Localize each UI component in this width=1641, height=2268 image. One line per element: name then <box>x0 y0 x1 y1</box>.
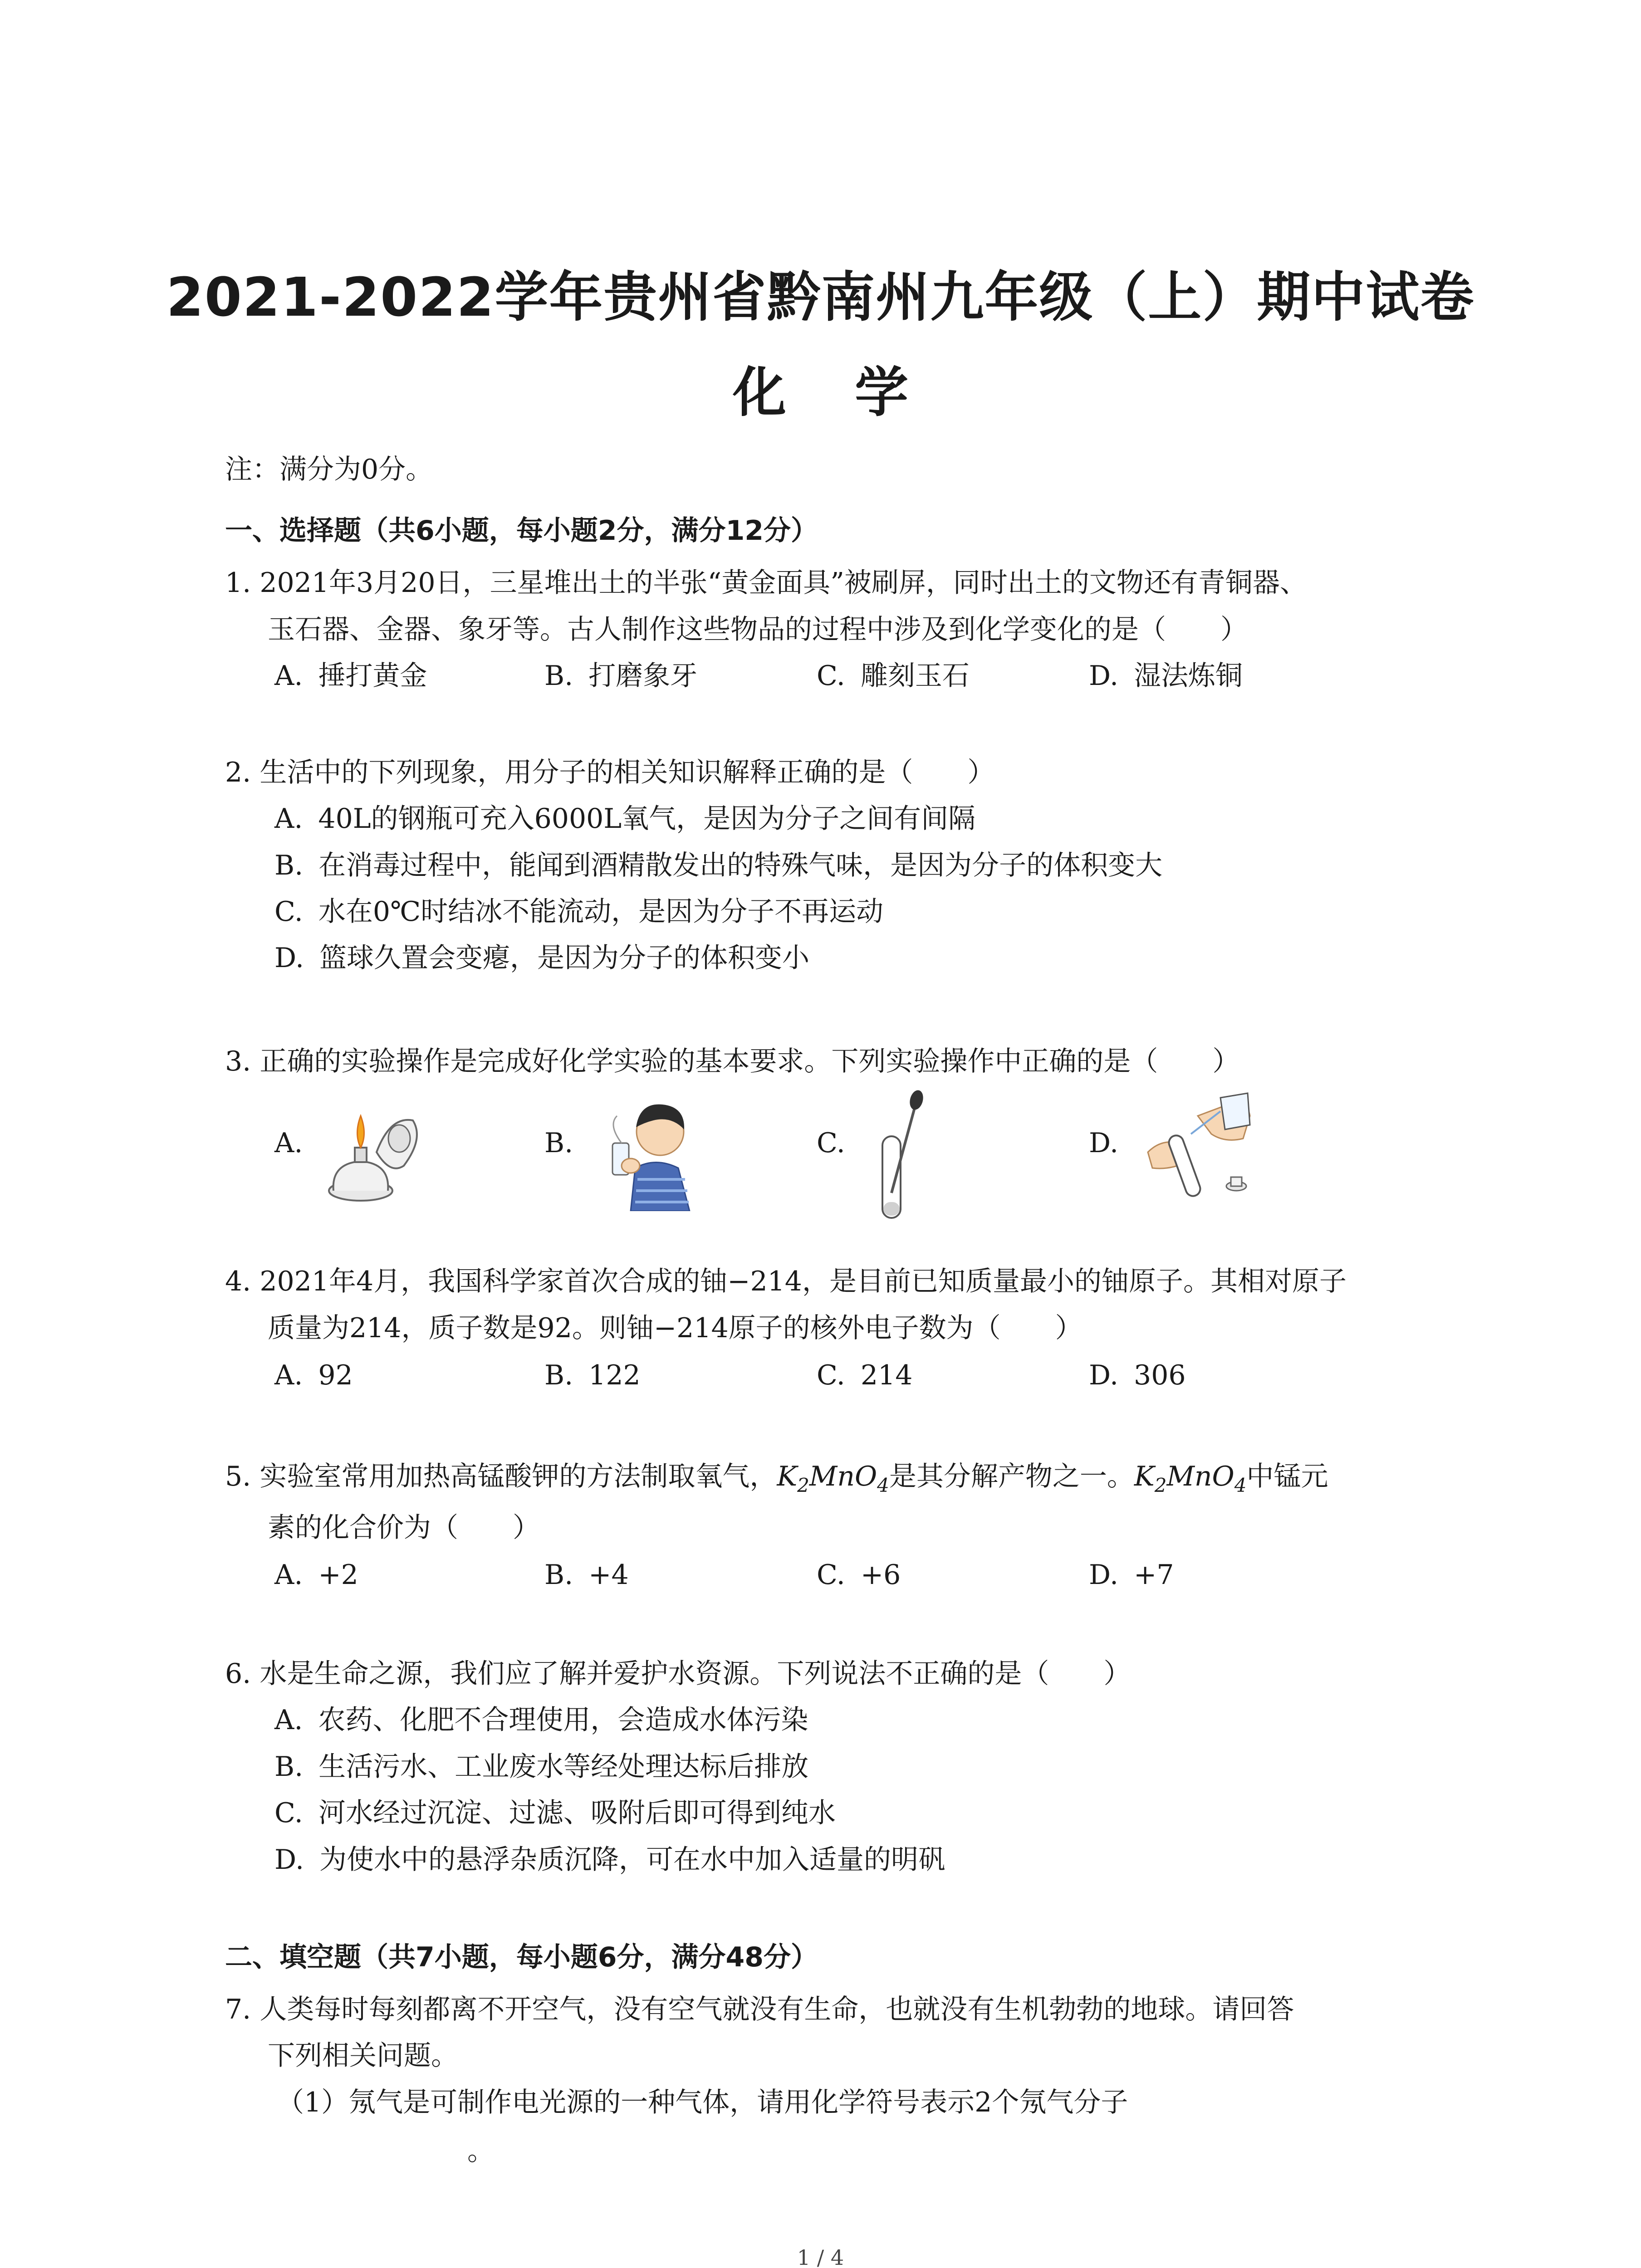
q4-option-b[interactable]: B. 122 <box>544 1359 641 1391</box>
q4-stem-line1: 4. 2021年4月，我国科学家首次合成的铀−214，是目前已知质量最小的铀原子。其相对原子 <box>225 1266 1347 1297</box>
q1-option-b[interactable]: B. 打磨象牙 <box>544 660 698 692</box>
q4-option-d[interactable]: D. 306 <box>1089 1359 1186 1391</box>
score-note: 注：满分为0分。 <box>225 454 433 485</box>
q7-stem-line1: 7. 人类每时每刻都离不开空气，没有空气就没有生命，也就没有生机勃勃的地球。请回答 <box>225 1994 1294 2025</box>
smelling-gas-icon <box>603 1089 708 1211</box>
q3-option-d[interactable]: D. <box>1089 1127 1119 1159</box>
formula-k2mno4-2: $K_2MnO_4$ <box>1134 1461 1247 1496</box>
q5-option-d[interactable]: D. +7 <box>1089 1559 1174 1591</box>
q5-stem-line1: 5. 实验室常用加热高锰酸钾的方法制取氧气，$K_2MnO_4$是其分解产物之一。$K_2MnO_4$中锰元 <box>225 1461 1328 1496</box>
q1-option-c[interactable]: C. 雕刻玉石 <box>817 660 970 692</box>
q1-stem-line2: 玉石器、金器、象牙等。古人制作这些物品的过程中涉及到化学变化的是（ ） <box>268 614 1248 645</box>
section-1-title: 一、选择题（共6小题，每小题2分，满分12分） <box>225 515 818 547</box>
q3-option-a[interactable]: A. <box>274 1127 303 1159</box>
exam-title: 2021-2022学年贵州省黔南州九年级（上）期中试卷 <box>166 266 1475 328</box>
q2-option-c[interactable]: C. 水在0℃时结冰不能流动，是因为分子不再运动 <box>274 896 884 928</box>
q5-option-a[interactable]: A. +2 <box>274 1559 358 1591</box>
q3-option-c[interactable]: C. <box>817 1127 845 1159</box>
q1-option-a[interactable]: A. 捶打黄金 <box>274 660 427 692</box>
pouring-liquid-icon <box>1134 1084 1261 1202</box>
q7-stem-line2: 下列相关问题。 <box>268 2040 458 2072</box>
section-2-title: 二、填空题（共7小题，每小题6分，满分48分） <box>225 1941 818 1973</box>
q6-option-d[interactable]: D. 为使水中的悬浮杂质沉降，可在水中加入适量的明矾 <box>274 1844 946 1876</box>
q7-sub1: （1）氖气是可制作电光源的一种气体，请用化学符号表示2个氖气分子 <box>277 2087 1128 2118</box>
q3-stem: 3. 正确的实验操作是完成好化学实验的基本要求。下列实验操作中正确的是（ ） <box>225 1046 1240 1077</box>
q1-option-d[interactable]: D. 湿法炼铜 <box>1089 660 1243 692</box>
q2-option-b[interactable]: B. 在消毒过程中，能闻到酒精散发出的特殊气味，是因为分子的体积变大 <box>274 850 1163 881</box>
q1-stem-line1: 1. 2021年3月20日，三星堆出土的半张“黄金面具”被刷屏，同时出土的文物还有青铜器、 <box>225 567 1307 599</box>
q5-option-c[interactable]: C. +6 <box>817 1559 901 1591</box>
q4-option-c[interactable]: C. 214 <box>817 1359 913 1391</box>
q4-stem-line2: 质量为214，质子数是92。则铀−214原子的核外电子数为（ ） <box>268 1312 1083 1344</box>
q3-option-b[interactable]: B. <box>544 1127 573 1159</box>
q5-stem-line2: 素的化合价为（ ） <box>268 1512 540 1544</box>
q2-option-d[interactable]: D. 篮球久置会变瘪，是因为分子的体积变小 <box>274 942 810 974</box>
q7-sub1-blank-end[interactable]: 。 <box>467 2135 495 2167</box>
dropper-in-test-tube-icon <box>862 1086 930 1222</box>
q6-option-c[interactable]: C. 河水经过沉淀、过滤、吸附后即可得到纯水 <box>274 1797 836 1829</box>
q2-stem: 2. 生活中的下列现象，用分子的相关知识解释正确的是（ ） <box>225 757 995 788</box>
page-number: 1 / 4 <box>797 2245 844 2268</box>
q2-option-a[interactable]: A. 40L的钢瓶可充入6000L氧气，是因为分子之间有间隔 <box>274 803 976 835</box>
q5-option-b[interactable]: B. +4 <box>544 1559 629 1591</box>
formula-k2mno4: $K_2MnO_4$ <box>777 1461 889 1496</box>
q6-option-a[interactable]: A. 农药、化肥不合理使用，会造成水体污染 <box>274 1704 808 1736</box>
exam-subject: 化 学 <box>732 361 909 424</box>
q6-stem: 6. 水是生命之源，我们应了解并爱护水资源。下列说法不正确的是（ ） <box>225 1658 1131 1690</box>
alcohol-lamp-lighting-icon <box>322 1089 426 1207</box>
q4-option-a[interactable]: A. 92 <box>274 1359 353 1391</box>
q6-option-b[interactable]: B. 生活污水、工业废水等经处理达标后排放 <box>274 1751 809 1783</box>
